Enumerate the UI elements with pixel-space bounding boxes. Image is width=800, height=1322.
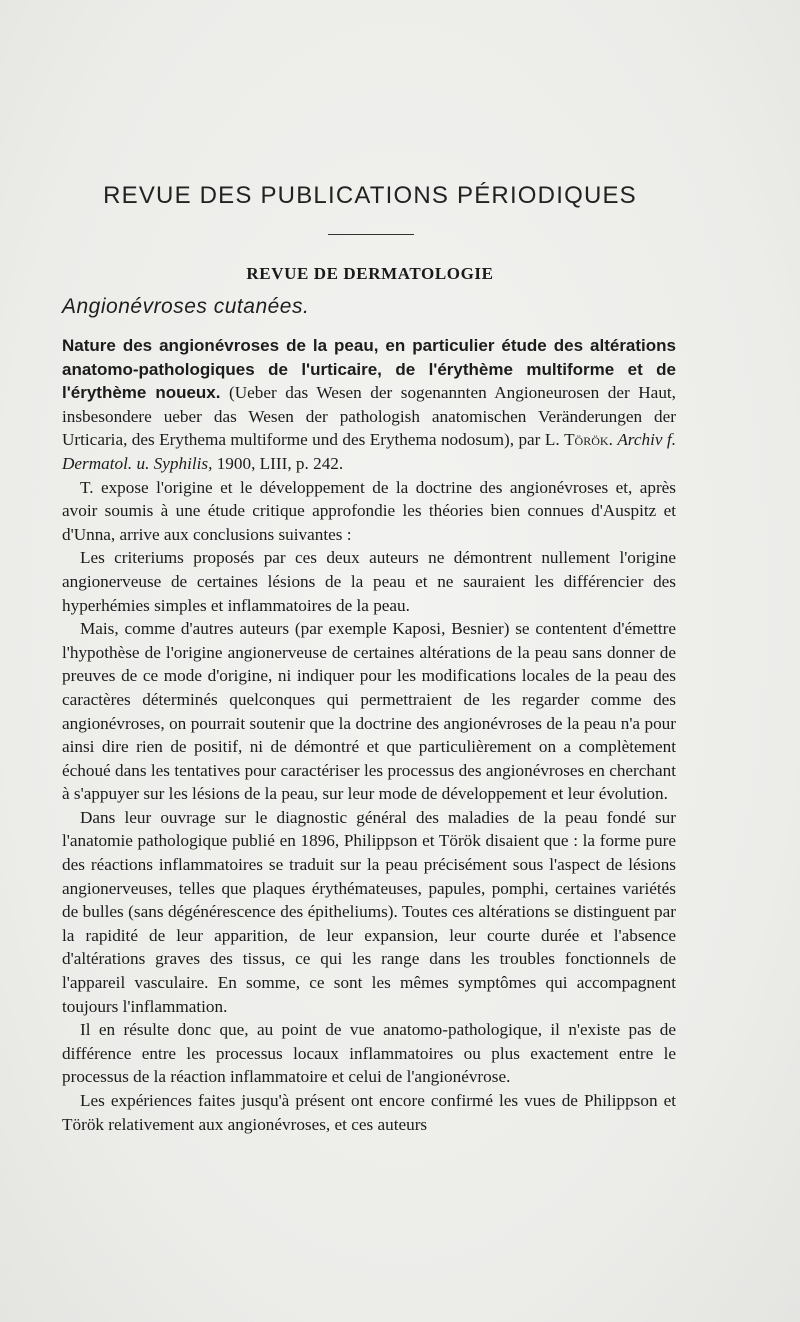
paragraph: Dans leur ouvrage sur le diagnostic général des maladies de la peau fondé sur l'anatomie pathologique publié en 1896, Philippson et Török disaient que : la forme pure des réactions inflammatoires se traduit sur la peau précisément sous l'aspect de lésions angionerveuses, telles que plaques érythémateuses, papules, pomphi, certaines variétés de bulles (sans dégénérescence des épitheliums). Toutes ces altérations se distinguent par la rapidité de leur apparition, de leur expansion, leur courte durée et l'absence d'altérations graves des tissus, ce qui les range dans les troubles fonctionnels de l'appareil vasculaire. En somme, ce sont les mêmes symptômes qui accompagnent toujours l'inflammation. [62, 807, 676, 1016]
subsection-title: REVUE DE DERMATOLOGIE [246, 264, 494, 283]
paragraph: T. expose l'origine et le développement de la doctrine des angionévroses et, après avoir soumis à une étude critique approfondie les théories bien connues d'Auspitz et d'Unna, arrive aux conclusions suivantes : [62, 477, 676, 544]
section-title: REVUE DES PUBLICATIONS PÉRIODIQUES [103, 182, 637, 209]
paragraph: Il en résulte donc que, au point de vue anatomo-pathologique, il n'existe pas de différence entre les processus locaux inflammatoires ou plus exactement entre le processus de la réaction inflammatoire et celui de l'angionévrose. [62, 1020, 676, 1087]
title-divider [328, 234, 414, 235]
article-intro-paragraph: Nature des angionévroses de la peau, en particulier étude des altérations anatomo-pathologiques de l'urticaire, de l'érythème multiforme et de l'érythème noueux. (Ueber das Wesen der sogenannten Angioneurosen der Haut, insbesondere ueber das Wesen der pathologish anatomischen Veränderungen der Urticaria, des Erythema multiforme und des Erythema nodosum), par L. Török. Archiv f. Dermatol. u. Syphilis, 1900, LIII, p. 242. [62, 336, 676, 473]
german-title: (Ueber das Wesen der sogenannten Angioneurosen der Haut, insbesondere ueber das Wesen der pathologish anatomischen Veränderungen der Urticaria, des Erythema multiforme und des Erythema nodosum), par L. [62, 383, 676, 450]
paragraph: Les criteriums proposés par ces deux auteurs ne démontrent nullement l'origine angionerveuse de certaines lésions de la peau et ne sauraient les différencier des hyperhémies simples et inflammatoires de la peau. [62, 548, 676, 615]
article-body [62, 334, 676, 1136]
journal-name: Archiv f. Dermatol. u. Syphilis, [62, 430, 676, 473]
paragraph: Mais, comme d'autres auteurs (par exemple Kaposi, Besnier) se contentent d'émettre l'hypothèse de l'origine angionerveuse de certaines altérations de la peau sans donner de preuves de ce mode d'origine, ni indiquer pour les modifications locales de la peau des caractères déterminés quelconques qui permettraient de les regarder comme des angionévroses, on pourrait soutenir que la doctrine des angionévroses de la peau n'a pour ainsi dire rien de positif, ni de démontré et que particulièrement on a complètement échoué dans les tentatives pour caractériser les processus des angionévroses en cherchant à s'appuyer sur les lésions de la peau, sur leur mode de développement et leur évolution. [62, 619, 676, 804]
citation: 1900, LIII, p. 242. [216, 453, 344, 473]
author-name: Török [564, 430, 609, 450]
topic-heading: Angionévroses cutanées. [62, 295, 310, 318]
paragraph: Les expériences faites jusqu'à présent ont encore confirmé les vues de Philippson et Török relativement aux angionévroses, et ces auteurs [62, 1091, 676, 1134]
article-heading: Nature des angionévroses de la peau, en particulier étude des altérations anatomo-pathologiques de l'urticaire, de l'érythème multiforme et de l'érythème noueux. [62, 336, 676, 403]
